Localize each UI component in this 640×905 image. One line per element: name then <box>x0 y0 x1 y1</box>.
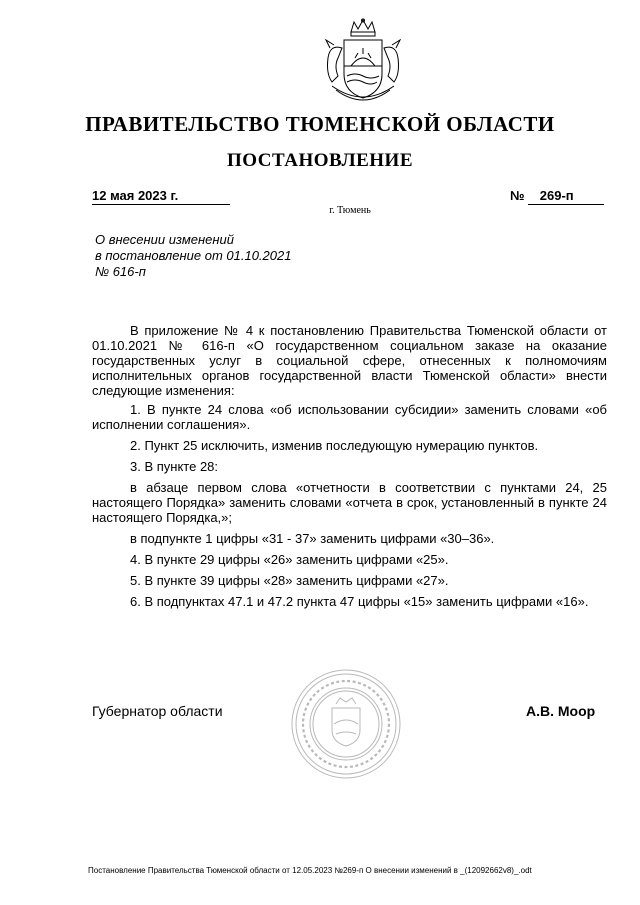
document-type: ПОСТАНОВЛЕНИЕ <box>226 150 414 171</box>
body-paragraph: 1. В пункте 24 слова «об использовании субсидии» заменить словами «об исполнении соглашения». <box>92 402 607 432</box>
body-paragraph: 2. Пункт 25 исключить, изменив последующую нумерацию пунктов. <box>130 438 539 453</box>
document-body <box>92 323 607 615</box>
official-seal-icon <box>290 668 402 780</box>
document-number: 269-п <box>539 188 574 203</box>
document-number-row <box>510 188 574 203</box>
subject-line: № 616-п <box>95 264 146 279</box>
document-date: 12 мая 2023 г. <box>92 188 179 203</box>
body-paragraph: в абзаце первом слова «отчетности в соответствии с пунктами 24, 25 настоящего Порядка» заменить словами «отчета в срок, установленный в пункте 24 настоящего Порядка,»; <box>92 480 607 525</box>
subject-line: в постановление от 01.10.2021 <box>95 248 292 263</box>
body-paragraph: 6. В подпунктах 47.1 и 47.2 пункта 47 цифры «15» заменить цифрами «16». <box>130 594 589 609</box>
document-subject <box>95 232 291 280</box>
body-paragraph: В приложение № 4 к постановлению Правительства Тюменской области от 01.10.2021 № 616-п «О государственном социальном заказе на оказание государственных услуг в социальной сфере, отнесенных к полномочиям исполнительных органов государственной власти Тюменской области» внести следующие изменения: <box>92 323 607 398</box>
body-paragraph: 5. В пункте 39 цифры «28» заменить цифрами «27». <box>130 573 449 588</box>
government-title: ПРАВИТЕЛЬСТВО ТЮМЕНСКОЙ ОБЛАСТИ <box>85 112 555 136</box>
subject-line: О внесении изменений <box>95 232 234 247</box>
city-label: г. Тюмень <box>329 205 371 216</box>
document-footer: Постановление Правительства Тюменской области от 12.05.2023 №269-п О внесении изменений в _(12092662v8)_.odt <box>88 866 532 875</box>
body-paragraph: в подпункте 1 цифры «31 - 37» заменить цифрами «30–36». <box>130 531 495 546</box>
signatory-name: А.В. Моор <box>526 703 596 719</box>
signatory-position: Губернатор области <box>92 703 223 719</box>
body-paragraph: 3. В пункте 28: <box>130 459 219 474</box>
number-prefix: № <box>510 188 525 203</box>
tyumen-coat-of-arms-icon <box>320 18 406 110</box>
body-paragraph: 4. В пункте 29 цифры «26» заменить цифрами «25». <box>130 552 449 567</box>
